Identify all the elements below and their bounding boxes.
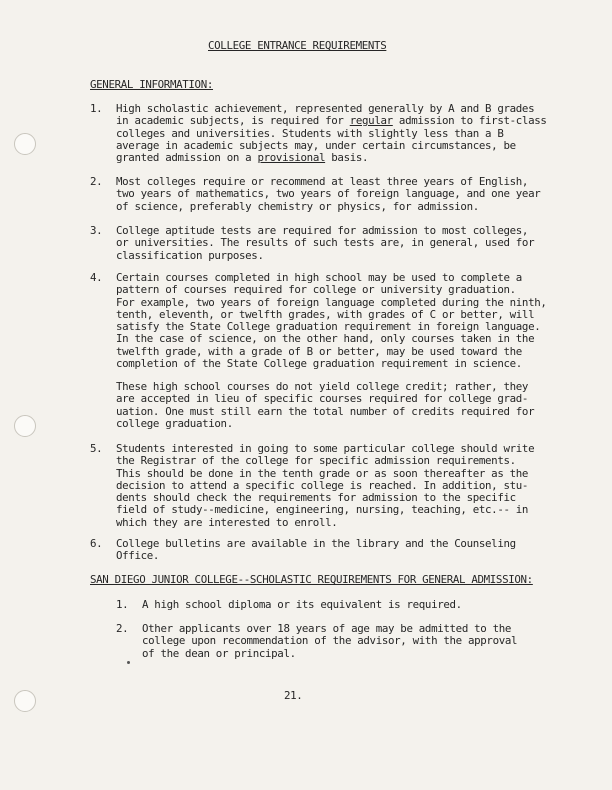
page-title: COLLEGE ENTRANCE REQUIREMENTS [208,39,387,52]
item-line: tenth, eleventh, or twelfth grades, with grades of C or better, will [116,307,535,321]
item-line: granted admission on a provisional basis. [116,151,369,165]
item-line: college upon recommendation of the advisor, with the approval [142,634,518,648]
paragraph-line: These high school courses do not yield college credit; rather, they [116,380,529,393]
list-item [90,443,534,529]
section-heading-sdjc: SAN DIEGO JUNIOR COLLEGE--SCHOLASTIC REQUIREMENTS FOR GENERAL ADMISSION: [90,573,533,586]
item-line: twelfth grade, with a grade of B or better, may be used toward the [116,344,522,358]
item-line: of the dean or principal. [142,646,296,660]
item-line: or universities. The results of such tests are, in general, used for [116,236,535,250]
stray-mark [127,661,130,664]
item-line: field of study--medicine, engineering, nursing, teaching, etc.-- in [116,503,529,517]
item-line: satisfy the State College graduation requirement in foreign language. [116,320,541,334]
item-line: For example, two years of foreign language completed during the ninth, [116,295,547,309]
list-item [116,623,517,660]
item-line: Office. [116,549,160,563]
item-number: 3. [90,224,103,237]
paragraph-line: uation. One must still earn the total number of credits required for [116,404,535,418]
item-line: College bulletins are available in the library and the Counseling [116,537,516,550]
list-item [90,103,547,164]
item-line: A high school diploma or its equivalent is required. [142,598,462,611]
punch-hole [14,133,36,155]
item-line: which they are interested to enroll. [116,515,338,529]
item-number: 4. [90,271,103,284]
section-heading-general: GENERAL INFORMATION: [90,78,214,91]
punch-hole [14,415,36,437]
item-line: Most colleges require or recommend at least three years of English, [116,175,529,188]
page-number: 21. [284,689,303,702]
item-line: Certain courses completed in high school may be used to complete a [116,271,522,284]
item-line: the Registrar of the college for specific admission requirements. [116,454,516,468]
item-line: average in academic subjects may, under certain circumstances, be [116,138,516,152]
item-number: 1. [116,598,129,611]
item-number: 2. [116,622,129,635]
item-line: colleges and universities. Students with slightly less than a B [116,126,504,140]
item-line: In the case of science, on the other hand, only courses taken in the [116,332,535,346]
item-line: decision to attend a specific college is reached. In addition, stu- [116,478,529,492]
list-item [116,599,462,611]
item-line: Other applicants over 18 years of age may be admitted to the [142,622,512,635]
item-line: dents should check the requirements for admission to the specific [116,491,516,505]
item-line: Students interested in going to some particular college should write [116,442,535,455]
item-line: classification purposes. [116,248,264,262]
item-line: of science, preferably chemistry or physics, for admission. [116,199,479,213]
paragraph-line: are accepted in lieu of specific courses required for college grad- [116,392,529,406]
item-number: 5. [90,442,103,455]
item-number: 1. [90,102,103,115]
paragraph-line: college graduation. [116,416,233,430]
punch-hole [14,690,36,712]
item-line: High scholastic achievement, represented generally by A and B grades [116,102,535,115]
item-line: in academic subjects, is required for regular admission to first-class [116,114,547,128]
item-line: pattern of courses required for college or university graduation. [116,283,516,297]
list-item [90,225,534,262]
paragraph [116,381,534,430]
list-item [90,538,516,563]
list-item [90,176,540,213]
list-item [90,272,547,370]
item-number: 6. [90,537,103,550]
item-line: College aptitude tests are required for admission to most colleges, [116,224,529,237]
item-number: 2. [90,175,103,188]
item-line: completion of the State College graduation requirement in science. [116,357,522,371]
item-line: two years of mathematics, two years of foreign language, and one year [116,187,541,201]
item-line: This should be done in the tenth grade or as soon thereafter as the [116,466,529,480]
